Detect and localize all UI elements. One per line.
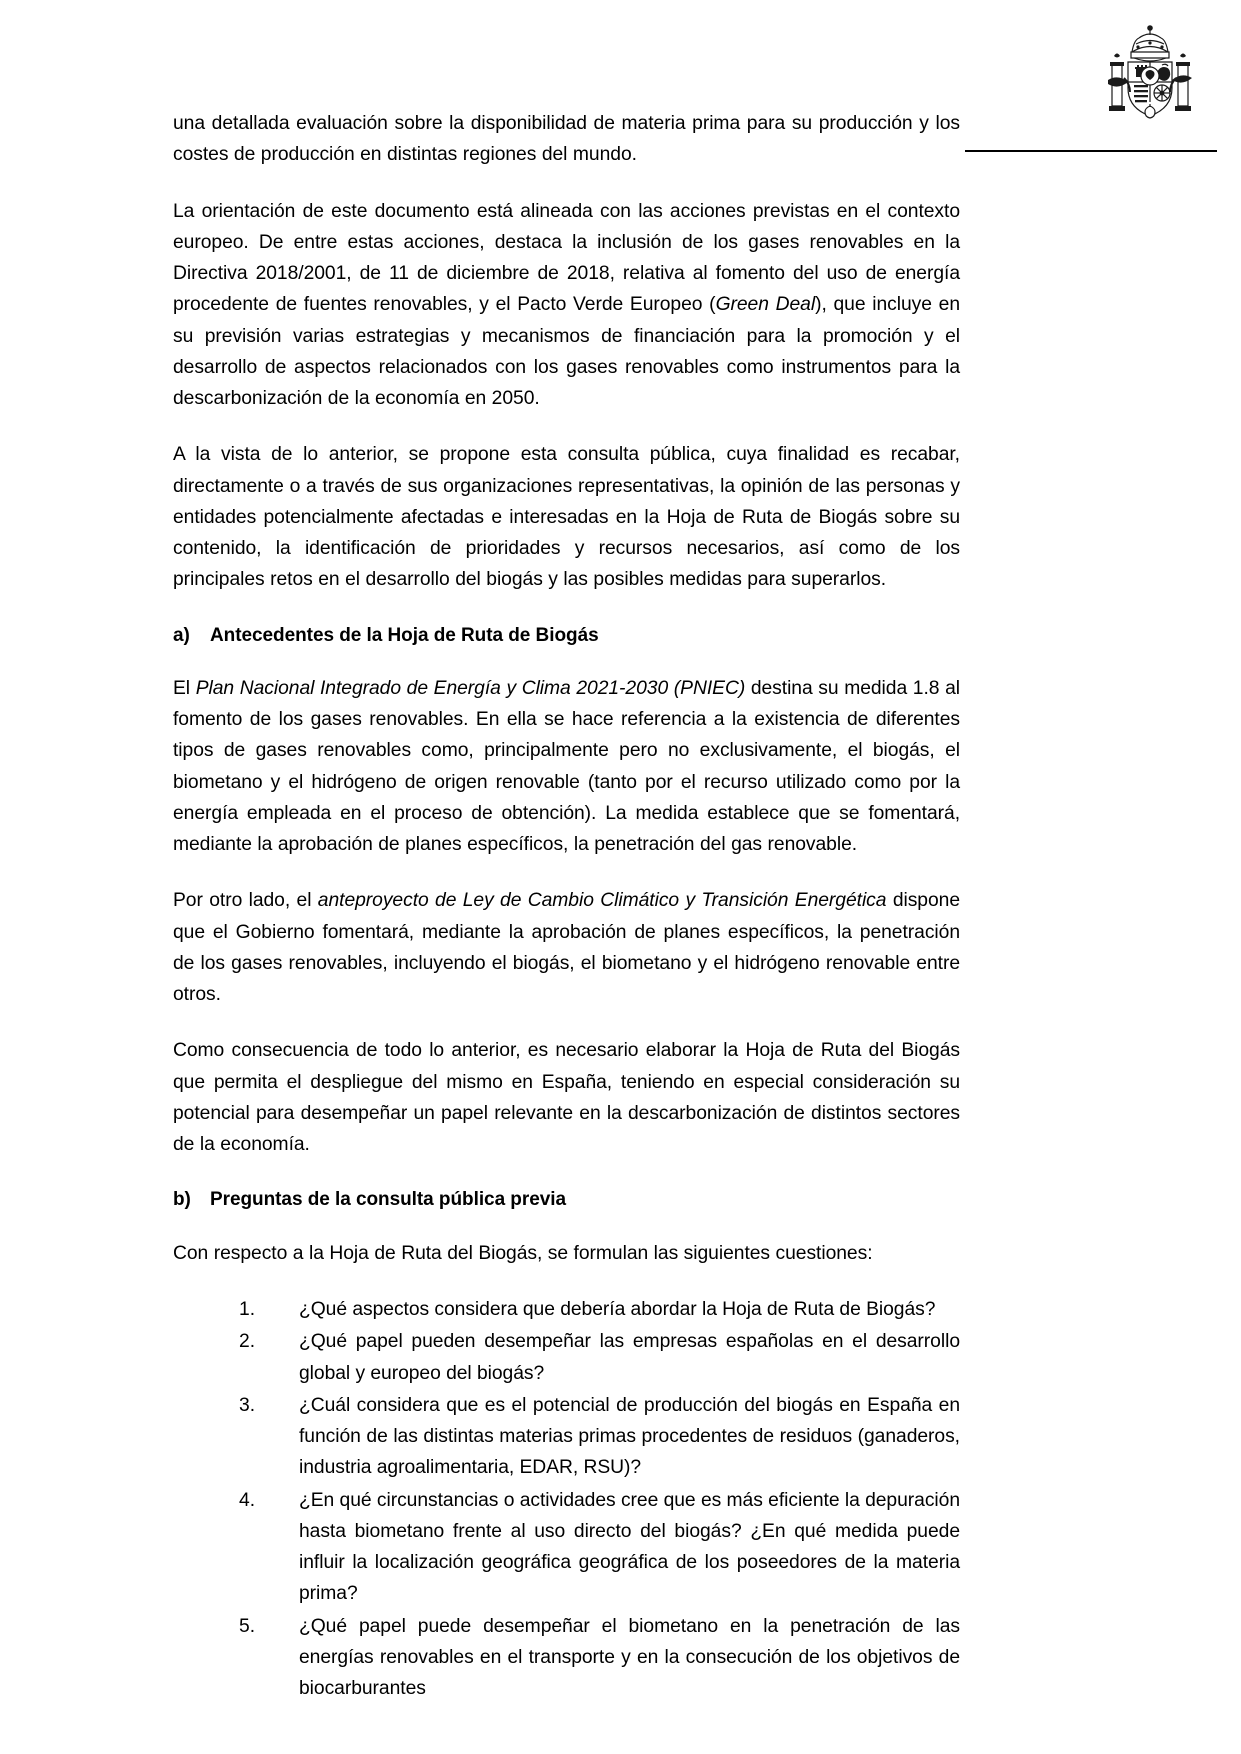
heading-section-a	[173, 621, 960, 651]
paragraph-orientacion-part2: ), que incluye en su previsión varias estrategias y mecanismos de financiación para la promoción y el desarrollo de aspectos relacionados con los gases renovables como instrumentos para la descarbonización de la economía en 2050.	[173, 294, 961, 409]
emphasis-anteproyecto-ley: anteproyecto de Ley de Cambio Climático y Transición Energética	[317, 890, 887, 912]
heading-a-marker: a)	[173, 624, 190, 646]
document-body	[173, 108, 960, 1705]
heading-section-b	[173, 1185, 960, 1215]
list-item: ¿Qué papel puede desempeñar el biometano en la penetración de las energías renovables en el transporte y en la consecución de los objetivos de biocarburantes	[299, 1615, 960, 1700]
questions-list-wrapper	[239, 1294, 960, 1704]
emphasis-green-deal: Green Deal	[715, 294, 816, 316]
header-divider-rule	[965, 150, 1217, 152]
heading-b-marker: b)	[173, 1189, 191, 1211]
paragraph-pniec	[173, 673, 960, 861]
paragraph-intro: una detallada evaluación sobre la disponibilidad de materia prima para su producción y los costes de producción en distintas regiones del mundo.	[173, 113, 960, 166]
paragraph-orientacion-part1: La orientación de este documento está alineada con las acciones previstas en el contexto europeo. De entre estas acciones, destaca la inclusión de los gases renovables en la Directiva 2018/2001, de 11 de diciembre de 2018, relativa al fomento del uso de energía procedente de fuentes renovables, y el Pacto Verde Europeo (	[173, 200, 960, 316]
emphasis-pniec: Plan Nacional Integrado de Energía y Clima 2021-2030 (PNIEC)	[195, 677, 746, 699]
list-item: ¿Cuál considera que es el potencial de producción del biogás en España en función de las distintas materias primas procedentes de residuos (ganaderos, industria agroalimentaria, EDAR, RSU)?	[299, 1394, 960, 1479]
paragraph-orientacion	[173, 196, 960, 415]
paragraph-anteproyecto-part2: dispone que el Gobierno fomentará, mediante la aprobación de planes específicos, la penetración de los gases renovables, incluyendo el biogás, el biometano y el hidrógeno renovable entre otros.	[173, 890, 961, 1006]
paragraph-consulta: A la vista de lo anterior, se propone esta consulta pública, cuya finalidad es recabar, directamente o a través de sus organizaciones representativas, la opinión de las personas y entidades potencialmente afectadas e interesadas en la Hoja de Ruta de Biogás sobre su contenido, la identificación de prioridades y recursos necesarios, así como de los principales retos en el desarrollo del biogás y las posibles medidas para superarlos.	[173, 444, 960, 591]
paragraph-anteproyecto-part1: Por otro lado, el	[173, 890, 318, 912]
escudo-de-espana-icon	[1090, 22, 1210, 130]
list-item: ¿Qué aspectos considera que debería abordar la Hoja de Ruta de Biogás?	[299, 1299, 936, 1321]
heading-b-title: Preguntas de la consulta pública previa	[210, 1189, 566, 1211]
paragraph-anteproyecto	[173, 885, 960, 1010]
paragraph-preguntas-intro: Con respecto a la Hoja de Ruta del Biogás, se formulan las siguientes cuestiones:	[173, 1242, 873, 1264]
paragraph-pniec-part2: destina su medida 1.8 al fomento de los gases renovables. En ella se hace referencia a la existencia de diferentes tipos de gases renovables como, principalmente pero no exclusivamente, el biogás, el biometano y el hidrógeno de origen renovable (tanto por el recurso utilizado como por la energía empleada en el proceso de obtención). La medida establece que se fomentará, mediante la aprobación de planes específicos, la penetración del gas renovable.	[173, 677, 960, 856]
paragraph-pniec-part1: El	[173, 677, 196, 699]
list-item: ¿En qué circunstancias o actividades cree que es más eficiente la depuración hasta biometano frente al uso directo del biogás? ¿En qué medida puede influir la localización geográfica geográfica de los poseedores de la materia prima?	[299, 1489, 960, 1605]
heading-a-title: Antecedentes de la Hoja de Ruta de Biogás	[210, 624, 599, 646]
list-item: ¿Qué papel pueden desempeñar las empresas españolas en el desarrollo global y europeo del biogás?	[299, 1331, 960, 1384]
questions-list	[239, 1294, 960, 1704]
paragraph-consecuencia: Como consecuencia de todo lo anterior, es necesario elaborar la Hoja de Ruta del Biogás que permita el despliegue del mismo en España, teniendo en especial consideración su potencial para desempeñar un papel relevante en la descarbonización de distintos sectores de la economía.	[173, 1040, 960, 1156]
